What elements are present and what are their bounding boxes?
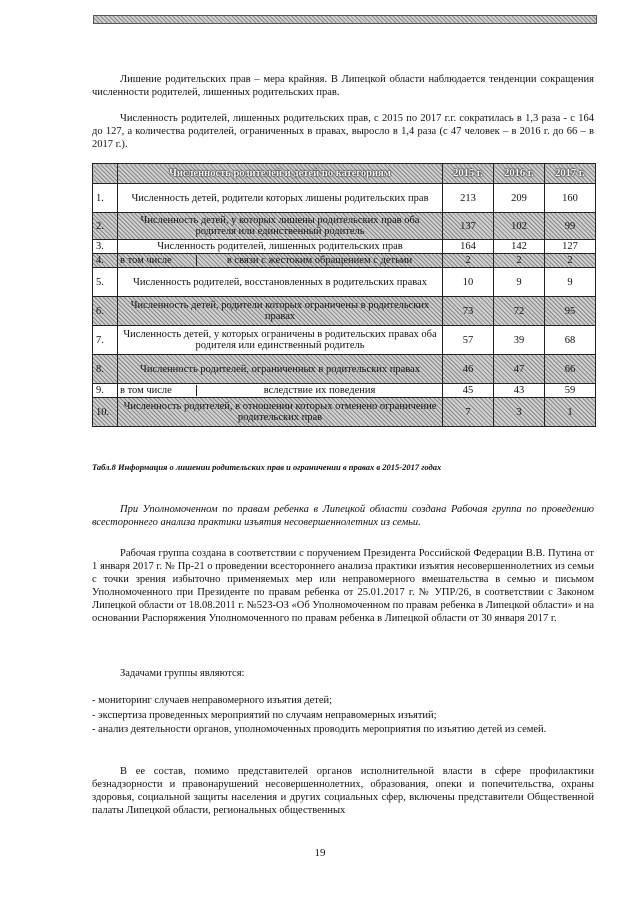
table-header-row: [93, 164, 596, 184]
value-2017: 160: [545, 184, 596, 213]
task-item: - экспертиза проведенных мероприятий по случаям неправомерных изъятий;: [92, 710, 437, 721]
header-2016: 2016 г.: [494, 164, 545, 184]
header-num-cell: [93, 164, 118, 184]
row-description: [118, 384, 443, 398]
value-2016: 72: [494, 297, 545, 326]
row-subdescription: вследствие их поведения: [263, 385, 376, 396]
value-2017: 66: [545, 355, 596, 384]
row-description: Численность детей, у которых лишены родительских прав оба родителя или единственный родитель: [118, 213, 443, 240]
value-2015: 45: [443, 384, 494, 398]
row-number: 5.: [93, 268, 118, 297]
row-number: 10.: [93, 398, 118, 427]
value-2017: 127: [545, 240, 596, 254]
header-2015: 2015 г.: [443, 164, 494, 184]
value-2016: 3: [494, 398, 545, 427]
table-row: [93, 398, 596, 427]
header-decorative-bar: [93, 15, 597, 24]
value-2017: 9: [545, 268, 596, 297]
value-2016: 209: [494, 184, 545, 213]
value-2015: 137: [443, 213, 494, 240]
tasks-title: Задачами группы являются:: [120, 668, 245, 679]
table-row: [93, 355, 596, 384]
value-2017: 68: [545, 326, 596, 355]
header-category: Численность родителей и детей по категориям: [118, 164, 443, 184]
statistics-table: [92, 163, 596, 427]
table-row: [93, 240, 596, 254]
header-2017: 2017 г.: [545, 164, 596, 184]
row-description: Численность родителей, восстановленных в родительских правах: [118, 268, 443, 297]
value-2016: 142: [494, 240, 545, 254]
row-description: Численность детей, родители которых лишены родительских прав: [118, 184, 443, 213]
row-subcategory: в том числе: [118, 385, 197, 396]
row-description: [118, 254, 443, 268]
value-2016: 102: [494, 213, 545, 240]
value-2017: 59: [545, 384, 596, 398]
row-number: 6.: [93, 297, 118, 326]
value-2015: 164: [443, 240, 494, 254]
section-heading: При Уполномоченном по правам ребенка в Липецкой области создана Рабочая группа по проведению всестороннего анализа практики изъятия несовершеннолетних из семьи.: [92, 504, 594, 528]
table-caption: Табл.8 Информация о лишении родительских прав и ограничении в правах в 2015-2017 годах: [92, 462, 442, 472]
value-2016: 2: [494, 254, 545, 268]
task-item: - мониторинг случаев неправомерного изъятия детей;: [92, 695, 333, 706]
value-2017: 2: [545, 254, 596, 268]
value-2015: 57: [443, 326, 494, 355]
task-item: - анализ деятельности органов, уполномоченных проводить мероприятия по изъятию детей из семей.: [92, 724, 547, 735]
body-paragraph-4: В ее состав, помимо представителей органов исполнительной власти в сфере профилактики безнадзорности и правонарушений несовершеннолетних, образования, опеки и попечительства, охраны здоровья, социальной защиты населения и других социальных сфер, включены представители Общественной палаты Липецкой области, региональных общественных: [92, 766, 594, 816]
value-2015: 7: [443, 398, 494, 427]
row-number: 8.: [93, 355, 118, 384]
table-row: [93, 268, 596, 297]
row-number: 1.: [93, 184, 118, 213]
row-number: 7.: [93, 326, 118, 355]
row-description: Численность детей, родители которых ограничены в родительских правах: [118, 297, 443, 326]
value-2017: 1: [545, 398, 596, 427]
table-row: [93, 384, 596, 398]
value-2015: 46: [443, 355, 494, 384]
row-number: 9.: [93, 384, 118, 398]
row-number: 4.: [93, 254, 118, 268]
row-number: 2.: [93, 213, 118, 240]
row-number: 3.: [93, 240, 118, 254]
table-row: [93, 254, 596, 268]
intro-paragraph-1: Лишение родительских прав – мера крайняя. В Липецкой области наблюдается тенденции сокращения численности родителей, лишенных родительских прав.: [92, 74, 594, 98]
value-2016: 39: [494, 326, 545, 355]
value-2016: 43: [494, 384, 545, 398]
page-number: 19: [314, 847, 326, 859]
table-row: [93, 297, 596, 326]
value-2016: 9: [494, 268, 545, 297]
value-2017: 95: [545, 297, 596, 326]
value-2015: 2: [443, 254, 494, 268]
row-subdescription: в связи с жестоким обращением с детьми: [226, 255, 413, 266]
value-2016: 47: [494, 355, 545, 384]
value-2015: 10: [443, 268, 494, 297]
row-subcategory: в том числе: [118, 255, 197, 266]
row-description: Численность детей, у которых ограничены в родительских правах оба родителя или единственный родитель: [118, 326, 443, 355]
table-row: [93, 184, 596, 213]
value-2015: 73: [443, 297, 494, 326]
row-description: Численность родителей, в отношении которых отменено ограничение родительских прав: [118, 398, 443, 427]
table-row: [93, 213, 596, 240]
table-row: [93, 326, 596, 355]
row-description: Численность родителей, ограниченных в родительских правах: [118, 355, 443, 384]
body-paragraph-3: Рабочая группа создана в соответствии с поручением Президента Российской Федерации В.В. Путина от 1 января 2017 г. № Пр-21 о проведении всестороннего анализа практики изъятия несовершеннолетних из семьи с точки зрения избыточно применяемых мер или неправомерного вмешательства в семью и письмом Уполномоченного при Президенте по правам ребенка от 25.01.2017 г. № УПР/26, в соответствии с Законом Липецкой области от 18.08.2011 г. №523-ОЗ «Об Уполномоченном по правам ребенка в Липецкой области» и на основании Распоряжения Уполномоченного по правам ребенка в Липецкой области от 30 января 2017 г.: [92, 548, 594, 624]
intro-paragraph-2: Численность родителей, лишенных родительских прав, с 2015 по 2017 г.г. сократилась в 1,3 раза - с 164 до 127, а количества родителей, ограниченных в правах, выросло в 1,4 раза (с 47 человек – в 2016 г. до 66 – в 2017 г.).: [92, 113, 594, 150]
value-2017: 99: [545, 213, 596, 240]
row-description: Численность родителей, лишенных родительских прав: [118, 240, 443, 254]
value-2015: 213: [443, 184, 494, 213]
